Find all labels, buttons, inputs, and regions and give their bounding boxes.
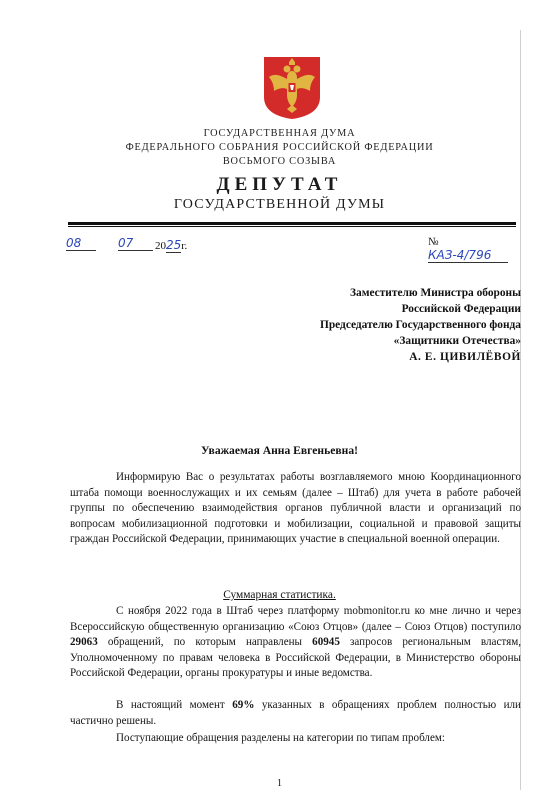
- resolved-text-1: В настоящий момент: [116, 699, 233, 711]
- date-year-prefix: 20: [155, 240, 166, 252]
- letterhead-subtitle: ГОСУДАРСТВЕННОЙ ДУМЫ: [173, 197, 386, 212]
- appeals-count: 29063: [70, 636, 98, 649]
- header-rule-thick: [68, 222, 516, 225]
- stats-text-3: запросов региональным властям, Уполномоченному по правам человека в Российской Федерации, в Министерство обороны Российской Федерации, органы прокуратуры и иные ведомства.: [70, 636, 522, 680]
- addressee-line-3: Председателю Государственного фонда: [319, 319, 521, 331]
- date-number-line: [66, 236, 516, 262]
- number-label: №: [428, 236, 439, 248]
- stats-text-2: обращений, по которым направлены: [97, 636, 313, 649]
- date-year: [155, 238, 187, 252]
- date-year-unit: г.: [181, 240, 188, 252]
- org-line-duma: ГОСУДАРСТВЕННАЯ ДУМА: [203, 128, 356, 139]
- letterhead-title: ДЕПУТАТ: [216, 174, 343, 195]
- paragraph-categories: Поступающие обращения разделены на категории по типам проблем:: [116, 732, 445, 744]
- date-day: 08: [66, 236, 82, 250]
- addressee-line-2: Российской Федерации: [401, 303, 521, 315]
- outgoing-number: [428, 236, 516, 263]
- date-month-field: [118, 236, 153, 251]
- paragraph-resolved: [70, 698, 521, 729]
- date-day-field: [66, 236, 96, 251]
- org-line-convocation: ВОСЬМОГО СОЗЫВА: [222, 156, 337, 167]
- requests-count: 60945: [312, 636, 340, 649]
- section-heading: Суммарная статистика.: [223, 589, 336, 601]
- paragraph-statistics: [70, 604, 521, 682]
- stats-text-1: С ноября 2022 года в Штаб через платформу mobmonitor.ru ко мне лично и через Всероссийскую общественную организацию «Союз Отцов» (далее – Союз Отцов) поступило: [70, 605, 521, 633]
- page-number: 1: [277, 778, 282, 789]
- header-rule-thin: [68, 226, 516, 227]
- date-year-suffix: 25: [166, 238, 182, 252]
- addressee-name: А. Е. ЦИВИЛЁВОЙ: [409, 351, 521, 363]
- greeting: Уважаемая Анна Евгеньевна!: [201, 444, 358, 457]
- addressee-line-4: «Защитники Отечества»: [393, 335, 521, 347]
- resolved-percent: 69%: [232, 699, 255, 711]
- date-month: 07: [118, 236, 134, 250]
- russian-coat-of-arms-icon: [262, 55, 322, 121]
- addressee-line-1: Заместителю Министра обороны: [350, 287, 521, 299]
- number-value: КАЗ-4/796: [428, 248, 492, 262]
- paragraph-intro: Информирую Вас о результатах работы возглавляемого мною Координационного штаба помощи военнослужащих и их семьям (далее – Штаб) для учета в работе рабочей группы по обеспечению взаимодействия органов публичной власти и организаций по вопросам мобилизационной подготовки и мобилизации, социальной и правовой защиты граждан Российской Федерации, принимающих участие в специальной военной операции.: [70, 471, 521, 546]
- resolved-text-2: указанных в обращениях проблем полностью или частично решены.: [70, 699, 521, 727]
- org-line-federal-assembly: ФЕДЕРАЛЬНОГО СОБРАНИЯ РОССИЙСКОЙ ФЕДЕРАЦИИ: [125, 142, 434, 153]
